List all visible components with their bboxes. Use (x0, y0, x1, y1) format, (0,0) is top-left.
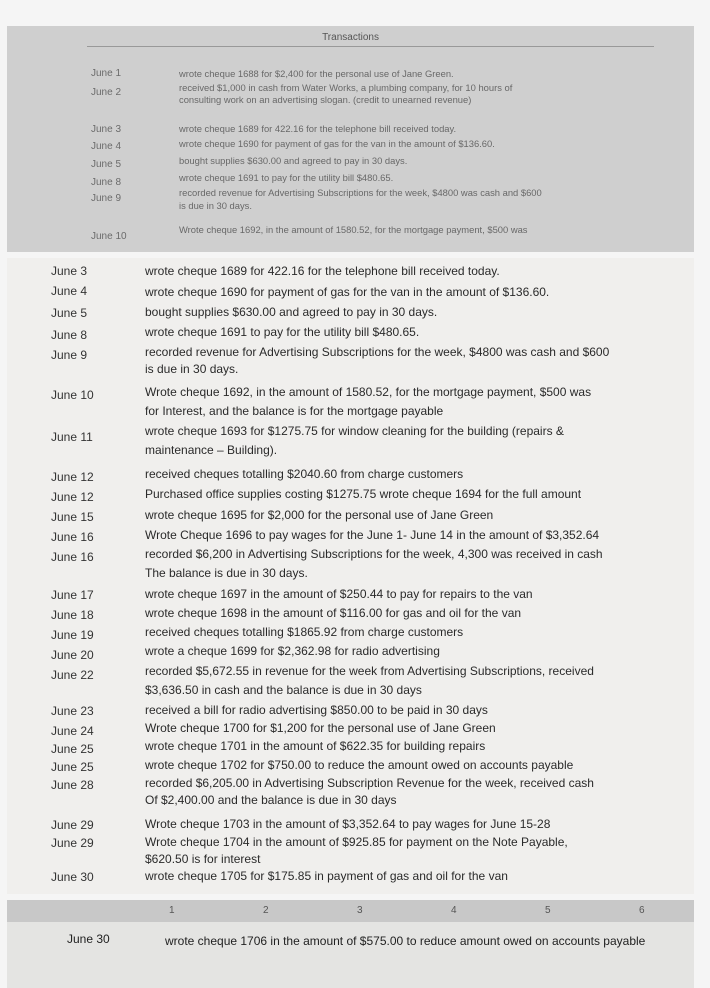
entry-date: June 15 (51, 510, 94, 524)
ruler-tick-label: 1 (169, 905, 175, 916)
entry-text: wrote cheque 1695 for $2,000 for the personal use of Jane Green (145, 508, 494, 522)
entry-date: June 16 (51, 530, 94, 544)
entry-text: maintenance – Building). (145, 443, 278, 457)
header-rule (87, 46, 654, 47)
entry-date: June 19 (51, 628, 94, 642)
entry-date: June 29 (51, 836, 94, 850)
ruler-tick-label: 6 (639, 905, 645, 916)
entry-text: is due in 30 days. (179, 200, 252, 211)
entry-text: wrote cheque 1702 for $750.00 to reduce the amount owed on accounts payable (145, 758, 574, 772)
entry-text: is due in 30 days. (145, 362, 239, 376)
entry-text: wrote cheque 1691 to pay for the utility bill $480.65. (179, 172, 394, 183)
ruler-tick-label: 4 (451, 905, 457, 916)
entry-text: wrote cheque 1688 for $2,400 for the personal use of Jane Green. (179, 68, 454, 79)
entry-date: June 5 (91, 159, 122, 170)
entry-date: June 9 (51, 348, 88, 362)
entry-text: bought supplies $630.00 and agreed to pay in 30 days. (145, 305, 438, 319)
entry-date: June 5 (51, 306, 88, 320)
entry-date: June 8 (91, 177, 122, 188)
entry-date: June 16 (51, 550, 94, 564)
entry-date: June 23 (51, 704, 94, 718)
entry-date: June 8 (51, 328, 88, 342)
entry-date: June 25 (51, 760, 94, 774)
entry-date: June 18 (51, 608, 94, 622)
transactions-header: Transactions (322, 32, 379, 43)
entry-text: wrote a cheque 1699 for $2,362.98 for radio advertising (145, 644, 440, 658)
ruler-tick-label: 3 (357, 905, 363, 916)
word-ruler (7, 900, 694, 922)
entry-text: for Interest, and the balance is for the mortgage payable (145, 404, 444, 418)
entry-date: June 28 (51, 778, 94, 792)
entry-date: June 25 (51, 742, 94, 756)
entry-text: Of $2,400.00 and the balance is due in 30 days (145, 793, 397, 807)
entry-date: June 30 (51, 870, 94, 884)
entry-text: recorded $6,205.00 in Advertising Subscription Revenue for the week, received cash (145, 776, 594, 790)
entry-text: recorded revenue for Advertising Subscriptions for the week, $4800 was cash and $600 (179, 187, 542, 198)
entry-date: June 2 (91, 87, 122, 98)
entry-text: consulting work on an advertising slogan. (credit to unearned revenue) (179, 94, 472, 105)
entry-text: wrote cheque 1706 in the amount of $575.00 to reduce amount owed on accounts payable (165, 934, 646, 948)
entry-text: The balance is due in 30 days. (145, 566, 308, 580)
entry-text: wrote cheque 1701 in the amount of $622.35 for building repairs (145, 739, 486, 753)
ruler-tick-label: 5 (545, 905, 551, 916)
entry-text: recorded $6,200 in Advertising Subscriptions for the week, 4,300 was received in cash (145, 547, 603, 561)
entry-date: June 30 (67, 932, 110, 946)
entry-date: June 10 (51, 388, 94, 402)
entry-date: June 24 (51, 724, 94, 738)
entry-text: received cheques totalling $2040.60 from charge customers (145, 467, 464, 481)
entry-text: recorded $5,672.55 in revenue for the week from Advertising Subscriptions, received (145, 664, 594, 678)
entry-text: wrote cheque 1697 in the amount of $250.44 to pay for repairs to the van (145, 587, 533, 601)
entry-text: Wrote cheque 1692, in the amount of 1580.52, for the mortgage payment, $500 was (179, 224, 528, 235)
entry-text: bought supplies $630.00 and agreed to pay in 30 days. (179, 155, 408, 166)
entry-text: wrote cheque 1705 for $175.85 in payment of gas and oil for the van (145, 869, 508, 883)
entry-text: wrote cheque 1690 for payment of gas for the van in the amount of $136.60. (179, 138, 495, 149)
entry-date: June 4 (91, 141, 122, 152)
entry-date: June 9 (91, 193, 122, 204)
entry-text: received a bill for radio advertising $850.00 to be paid in 30 days (145, 703, 488, 717)
entry-text: Wrote cheque 1703 in the amount of $3,352.64 to pay wages for June 15-28 (145, 817, 551, 831)
entry-date: June 12 (51, 490, 94, 504)
entry-date: June 12 (51, 470, 94, 484)
entry-date: June 3 (51, 264, 88, 278)
entry-date: June 3 (91, 124, 122, 135)
transactions-photo-2 (7, 258, 694, 894)
entry-text: received $1,000 in cash from Water Works, a plumbing company, for 10 hours of (179, 82, 513, 93)
entry-text: Purchased office supplies costing $1275.75 wrote cheque 1694 for the full amount (145, 487, 582, 501)
entry-text: wrote cheque 1693 for $1275.75 for window cleaning for the building (repairs & (145, 424, 564, 438)
entry-date: June 10 (91, 231, 127, 242)
entry-date: June 11 (51, 430, 93, 444)
entry-date: June 22 (51, 668, 94, 682)
entry-text: wrote cheque 1691 to pay for the utility bill $480.65. (145, 325, 420, 339)
entry-text: Wrote cheque 1700 for $1,200 for the personal use of Jane Green (145, 721, 496, 735)
entry-date: June 20 (51, 648, 94, 662)
entry-text: wrote cheque 1689 for 422.16 for the telephone bill received today. (179, 123, 457, 134)
entry-text: received cheques totalling $1865.92 from charge customers (145, 625, 464, 639)
entry-text: Wrote Cheque 1696 to pay wages for the June 1- June 14 in the amount of $3,352.64 (145, 528, 600, 542)
entry-text: wrote cheque 1698 in the amount of $116.00 for gas and oil for the van (145, 606, 522, 620)
entry-text: Wrote cheque 1692, in the amount of 1580.52, for the mortgage payment, $500 was (145, 385, 592, 399)
entry-date: June 4 (51, 284, 88, 298)
entry-date: June 17 (51, 588, 94, 602)
transactions-photo-3 (7, 900, 694, 988)
entry-date: June 1 (91, 68, 122, 79)
entry-text: $3,636.50 in cash and the balance is due in 30 days (145, 683, 422, 697)
entry-text: wrote cheque 1690 for payment of gas for the van in the amount of $136.60. (145, 285, 550, 299)
transactions-photo-1 (7, 26, 694, 252)
entry-text: Wrote cheque 1704 in the amount of $925.85 for payment on the Note Payable, (145, 835, 568, 849)
entry-text: recorded revenue for Advertising Subscriptions for the week, $4800 was cash and $600 (145, 345, 610, 359)
entry-text: $620.50 is for interest (145, 852, 261, 866)
entry-text: wrote cheque 1689 for 422.16 for the telephone bill received today. (145, 264, 500, 278)
entry-date: June 29 (51, 818, 94, 832)
ruler-tick-label: 2 (263, 905, 269, 916)
